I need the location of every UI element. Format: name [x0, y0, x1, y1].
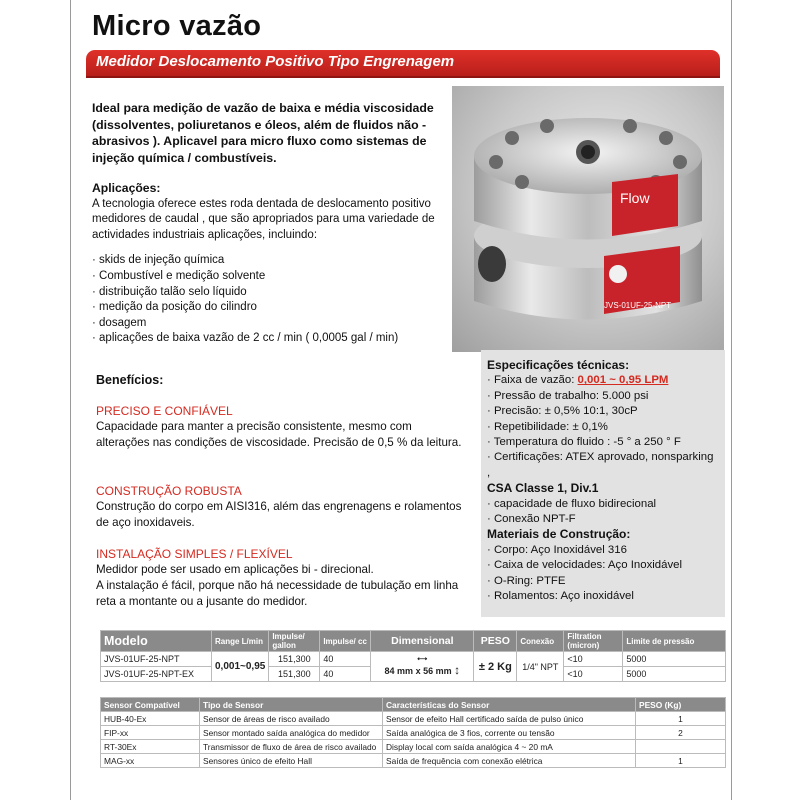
material-line: · O-Ring: PTFE	[487, 574, 566, 587]
list-item: · dosagem	[92, 316, 147, 329]
spec-flow-value: 0,001 ~ 0,95 LPM	[577, 374, 669, 387]
cell-impulse-cc: 40	[320, 652, 371, 667]
table-row	[101, 712, 726, 726]
benefit-text: Capacidade para manter a precisão consistente, mesmo com alterações nas condições de viscosidade. Precisão de 0,5 % da leitura.	[96, 420, 462, 449]
cell-impulse-gallon: 151,300	[269, 667, 320, 682]
spec-line: · Certificações: ATEX aprovado, nonsparking ,	[487, 451, 714, 479]
spec-line: · Repetibilidade: ± 0,1%	[487, 420, 608, 433]
subtitle-banner	[86, 50, 720, 76]
list-item: · Combustível e medição solvente	[92, 269, 266, 282]
cell-impulse-cc: 40	[320, 667, 371, 682]
table-row	[101, 740, 726, 754]
col-weight: PESO	[474, 631, 517, 652]
spec-csa: CSA Classe 1, Div.1	[487, 481, 599, 496]
benefit-title: INSTALAÇÃO SIMPLES / FLEXÍVEL	[96, 547, 293, 561]
plate-flow-text: Flow	[620, 190, 650, 206]
material-line: · Corpo: Aço Inoxidável 316	[487, 543, 627, 556]
spec-flow-range	[487, 373, 719, 388]
flow-meter-image	[452, 86, 724, 352]
applications-list	[92, 253, 472, 347]
material-line: · Caixa de velocidades: Aço Inoxidável	[487, 559, 683, 572]
cell-weight: ± 2 Kg	[474, 652, 517, 682]
cell-filtration: <10	[564, 667, 623, 682]
cell-sensor: FIP-xx	[101, 726, 200, 740]
applications-section	[92, 181, 472, 347]
col-sensor: Sensor Compatível	[101, 698, 200, 712]
specs-panel	[481, 350, 725, 617]
intro-paragraph	[92, 100, 462, 166]
table-row	[101, 726, 726, 740]
cell-sensor-type: Sensor de áreas de risco availado	[200, 712, 383, 726]
benefit-installation	[96, 546, 466, 610]
cell-sensor: RT-30Ex	[101, 740, 200, 754]
cell-sensor-type: Transmissor de fluxo de área de risco availado	[200, 740, 383, 754]
col-range: Range L/min	[212, 631, 269, 652]
cell-filtration: <10	[564, 652, 623, 667]
model-table	[100, 630, 726, 682]
table-header-row	[101, 631, 726, 652]
table-header-row	[101, 698, 726, 712]
benefit-construction	[96, 483, 466, 531]
spec-line: · Conexão NPT-F	[487, 513, 576, 526]
col-impulse-gallon: Impulse/ gallon	[269, 631, 320, 652]
benefit-text: Construção do corpo em AISI316, além das engrenagens e rolamentos de aço inoxidaveis.	[96, 500, 462, 529]
product-photo	[452, 86, 724, 352]
benefit-title: PRECISO E CONFIÁVEL	[96, 404, 233, 418]
cell-range: 0,001~0,95	[212, 652, 269, 682]
cell-pressure: 5000	[623, 667, 726, 682]
dimension-value: 84 mm x 56 mm	[384, 666, 452, 676]
plate-model-text: JVS-01UF-25-NPT	[604, 301, 672, 310]
spec-flow-label: · Faixa de vazão:	[487, 374, 578, 387]
col-connection: Conexão	[517, 631, 564, 652]
col-pressure: Limite de pressão	[623, 631, 726, 652]
page-title: Micro vazão	[92, 10, 262, 42]
table-row	[101, 754, 726, 768]
list-item: · distribuição talão selo líquido	[92, 285, 247, 298]
material-line: · Rolamentos: Aço inoxidável	[487, 590, 634, 603]
col-dimensional: Dimensional	[371, 631, 474, 652]
dimension-vertical-arrow-icon: ↕	[454, 663, 461, 677]
spec-line: · Pressão de trabalho: 5.000 psi	[487, 389, 649, 402]
cell-sensor-features: Sensor de efeito Hall certificado saída de pulso único	[383, 712, 636, 726]
col-model: Modelo	[101, 631, 212, 652]
list-item: · aplicações de baixa vazão de 2 cc / min ( 0,0005 gal / min)	[92, 332, 399, 345]
sensor-table	[100, 697, 726, 768]
cell-model: JVS-01UF-25-NPT	[101, 652, 212, 667]
table-row	[101, 652, 726, 667]
col-sensor-features: Características do Sensor	[383, 698, 636, 712]
cell-sensor-features: Display local com saída analógica 4 ~ 20 mA	[383, 740, 636, 754]
col-filtration: Filtration (micron)	[564, 631, 623, 652]
cell-sensor-type: Sensores único de efeito Hall	[200, 754, 383, 768]
col-impulse-cc: Impulse/ cc	[320, 631, 371, 652]
col-sensor-weight: PESO (Kg)	[636, 698, 726, 712]
dimension-arrow-icon: ⟷	[417, 656, 428, 663]
cell-impulse-gallon: 151,300	[269, 652, 320, 667]
specs-title: Especificações técnicas:	[487, 358, 630, 372]
cell-sensor: HUB-40-Ex	[101, 712, 200, 726]
list-item: · skids de injeção química	[92, 254, 225, 267]
cell-sensor-weight: 2	[636, 726, 726, 740]
cell-sensor-weight: 1	[636, 754, 726, 768]
benefit-text-2: A instalação é fácil, porque não há necessidade de tubulação em linha reta a montante ou a jusante do medidor.	[96, 579, 459, 608]
benefit-precision	[96, 403, 466, 451]
benefit-title: CONSTRUÇÃO ROBUSTA	[96, 484, 242, 498]
applications-heading: Aplicações:	[92, 181, 161, 195]
subtitle-text: Medidor Deslocamento Positivo Tipo Engrenagem	[96, 53, 455, 70]
spec-line: · Temperatura do fluido : -5 ° a 250 ° F	[487, 436, 681, 449]
cell-dimensional	[371, 652, 474, 682]
materials-title: Materiais de Construção:	[487, 527, 631, 542]
spec-line: · Precisão: ± 0,5% 10:1, 30cP	[487, 405, 638, 418]
cell-connection: 1/4" NPT	[517, 652, 564, 682]
cell-sensor-features: Saída analógica de 3 fios, corrente ou tensão	[383, 726, 636, 740]
cell-sensor: MAG-xx	[101, 754, 200, 768]
cell-sensor-weight	[636, 740, 726, 754]
col-sensor-type: Tipo de Sensor	[200, 698, 383, 712]
cell-sensor-weight: 1	[636, 712, 726, 726]
cell-pressure: 5000	[623, 652, 726, 667]
cell-sensor-features: Saída de frequência com conexão elétrica	[383, 754, 636, 768]
cell-model: JVS-01UF-25-NPT-EX	[101, 667, 212, 682]
list-item: · medição da posição do cilindro	[92, 301, 257, 314]
spec-line: · capacidade de fluxo bidirecional	[487, 497, 657, 510]
benefits-heading: Benefícios:	[96, 373, 164, 387]
benefit-text: Medidor pode ser usado em aplicações bi - direcional.	[96, 563, 374, 576]
applications-text: A tecnologia oferece estes roda dentada de deslocamento positivo medidores de caudal , que são apropriados para uma variedade de actividades industriais aplicações, incluindo:	[92, 197, 435, 241]
intro-text: Ideal para medição de vazão de baixa e média viscosidade (dissolventes, poliuretanos e óleos, além de fluidos não - abrasivos ). Aplicavel para micro fluxo como sistemas de injeção química / combustíveis.	[92, 101, 434, 165]
cell-sensor-type: Sensor montado saída analógica do medidor	[200, 726, 383, 740]
